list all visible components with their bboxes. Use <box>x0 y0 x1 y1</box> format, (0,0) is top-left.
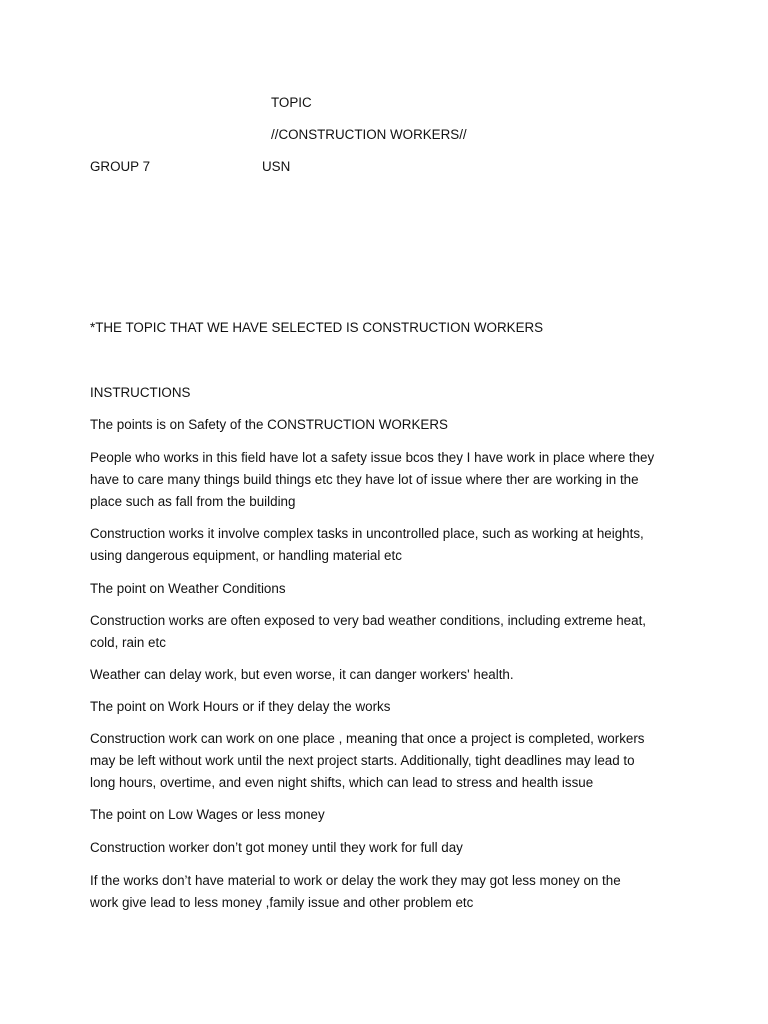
safety-paragraph-2 <box>90 523 690 567</box>
text-line: Construction works it involve complex tasks in uncontrolled place, such as working at heights, <box>90 526 644 541</box>
hours-paragraph-1 <box>90 728 690 794</box>
hours-point: The point on Work Hours or if they delay the works <box>90 699 391 714</box>
text-line: People who works in this field have lot a safety issue bcos they I have work in place where they <box>90 450 655 465</box>
intro-statement: *THE TOPIC THAT WE HAVE SELECTED IS CONSTRUCTION WORKERS <box>90 320 544 335</box>
instructions-heading: INSTRUCTIONS <box>90 385 191 400</box>
text-line: place such as fall from the building <box>90 494 296 509</box>
text-line: If the works don’t have material to work or delay the work they may got less money on the <box>90 873 621 888</box>
group-label: GROUP 7 <box>90 159 151 174</box>
text-line: have to care many things build things etc they have lot of issue where ther are working in the <box>90 472 639 487</box>
weather-paragraph-2: Weather can delay work, but even worse, it can danger workers' health. <box>90 667 514 682</box>
wages-paragraph-2 <box>90 870 690 914</box>
weather-point: The point on Weather Conditions <box>90 581 286 596</box>
weather-paragraph-1 <box>90 610 690 654</box>
topic-label: TOPIC <box>271 95 312 110</box>
topic-title: //CONSTRUCTION WORKERS// <box>271 127 467 142</box>
safety-paragraph-1 <box>90 447 690 513</box>
text-line: Construction work can work on one place , meaning that once a project is completed, workers <box>90 731 645 746</box>
text-line: using dangerous equipment, or handling material etc <box>90 548 402 563</box>
text-line: long hours, overtime, and even night shifts, which can lead to stress and health issue <box>90 775 594 790</box>
wages-point: The point on Low Wages or less money <box>90 807 325 822</box>
text-line: Construction works are often exposed to very bad weather conditions, including extreme heat, <box>90 613 647 628</box>
text-line: work give lead to less money ,family issue and other problem etc <box>90 895 474 910</box>
usn-label: USN <box>262 159 291 174</box>
text-line: cold, rain etc <box>90 635 166 650</box>
wages-paragraph-1: Construction worker don’t got money until they work for full day <box>90 840 463 855</box>
safety-point: The points is on Safety of the CONSTRUCTION WORKERS <box>90 417 448 432</box>
text-line: may be left without work until the next project starts. Additionally, tight deadlines may lead to <box>90 753 635 768</box>
